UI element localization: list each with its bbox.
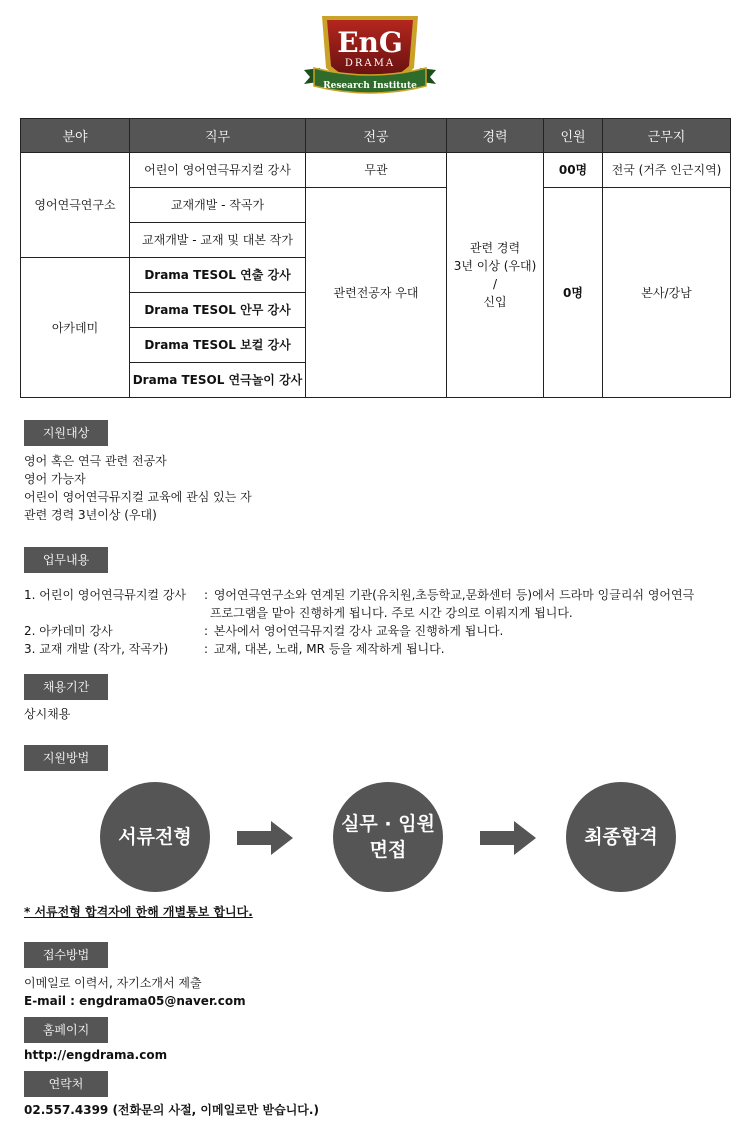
logo-sub-text: DRAMA bbox=[344, 58, 396, 69]
duty-title: 1. 어린이 영어연극뮤지컬 강사 bbox=[24, 588, 186, 602]
homepage-url[interactable]: http://engdrama.com bbox=[24, 1048, 168, 1062]
location-cell: 본사/강남 bbox=[603, 188, 731, 398]
major-cell: 무관 bbox=[306, 153, 447, 188]
job-cell: 교재개발 - 교재 및 대본 작가 bbox=[130, 223, 306, 258]
step-interview bbox=[333, 782, 443, 892]
header-career: 경력 bbox=[447, 119, 544, 153]
homepage-section-label: 홈페이지 bbox=[24, 1017, 108, 1043]
apply-text bbox=[24, 974, 246, 1010]
target-line: 관련 경력 3년이상 (우대) bbox=[24, 508, 157, 522]
contact-text: 02.557.4399 (전화문의 사절, 이메일로만 받습니다.) bbox=[24, 1103, 319, 1117]
arrow-right-icon bbox=[480, 821, 536, 855]
step-document-screening bbox=[100, 782, 210, 892]
duty-title: 3. 교재 개발 (작가, 작곡가) bbox=[24, 642, 169, 656]
target-list bbox=[24, 452, 252, 524]
target-line: 영어 가능자 bbox=[24, 472, 86, 486]
duties-section-label: 업무내용 bbox=[24, 547, 108, 573]
method-section-label: 지원방법 bbox=[24, 745, 108, 771]
duty-item: 1. 어린이 영어연극뮤지컬 강사 : 영어연극연구소와 연계된 기관(유치원,초등학교,문화센터 등)에서 드라마 잉글리쉬 영어연극 bbox=[24, 588, 695, 602]
step-interview-line: 면접 bbox=[369, 839, 407, 861]
job-cell: 교재개발 - 작곡가 bbox=[130, 188, 306, 223]
step-final-pass bbox=[566, 782, 676, 892]
duty-desc-continued: 프로그램을 맡아 진행하게 됩니다. 주로 시간 강의로 이뤄지게 됩니다. bbox=[210, 606, 573, 620]
header-major: 전공 bbox=[306, 119, 447, 153]
job-table bbox=[20, 118, 731, 398]
job-cell: Drama TESOL 안무 강사 bbox=[130, 293, 306, 328]
header-job: 직무 bbox=[130, 119, 306, 153]
period-text: 상시채용 bbox=[24, 707, 71, 721]
duty-desc: 영어연극연구소와 연계된 기관(유치원,초등학교,문화센터 등)에서 드라마 잉글리쉬 영어연극 bbox=[213, 588, 695, 602]
eng-drama-logo bbox=[300, 8, 440, 110]
header-location: 근무지 bbox=[603, 119, 731, 153]
field-academy-cell: 아카데미 bbox=[21, 258, 130, 398]
duty-desc: 교재, 대본, 노래, MR 등을 제작하게 됩니다. bbox=[213, 642, 445, 656]
header-field: 분야 bbox=[21, 119, 130, 153]
arrow-right-icon bbox=[237, 821, 293, 855]
step-document-screening-label: 서류전형 bbox=[118, 826, 192, 848]
career-cell bbox=[447, 153, 544, 398]
field-lab-cell: 영어연극연구소 bbox=[21, 153, 130, 258]
apply-line: 이메일로 이력서, 자기소개서 제출 bbox=[24, 976, 202, 990]
duty-title: 2. 아카데미 강사 bbox=[24, 624, 113, 638]
table-row bbox=[21, 153, 731, 188]
screening-note: * 서류전형 합격자에 한해 개별통보 합니다. bbox=[24, 905, 253, 919]
career-line: / bbox=[492, 277, 498, 291]
table-header-row bbox=[21, 119, 731, 153]
logo-main-text: EnG bbox=[337, 26, 403, 59]
step-final-pass-label: 최종합격 bbox=[584, 826, 658, 848]
duty-item: 3. 교재 개발 (작가, 작곡가) : 교재, 대본, 노래, MR 등을 제작하게 됩니다. bbox=[24, 642, 445, 656]
career-line: 관련 경력 bbox=[469, 241, 521, 255]
job-cell: Drama TESOL 연출 강사 bbox=[130, 258, 306, 293]
career-line: 신입 bbox=[483, 295, 507, 309]
count-cell: 00명 bbox=[544, 153, 603, 188]
period-section-label: 채용기간 bbox=[24, 674, 108, 700]
header-count: 인원 bbox=[544, 119, 603, 153]
job-cell: 어린이 영어연극뮤지컬 강사 bbox=[130, 153, 306, 188]
location-cell: 전국 (거주 인근지역) bbox=[603, 153, 731, 188]
count-cell: 0명 bbox=[544, 188, 603, 398]
job-cell: Drama TESOL 연극놀이 강사 bbox=[130, 363, 306, 398]
duty-item: 2. 아카데미 강사 : 본사에서 영어연극뮤지컬 강사 교육을 진행하게 됩니다. bbox=[24, 624, 504, 638]
major-cell: 관련전공자 우대 bbox=[306, 188, 447, 398]
duty-desc: 본사에서 영어연극뮤지컬 강사 교육을 진행하게 됩니다. bbox=[213, 624, 504, 638]
contact-section-label: 연락처 bbox=[24, 1071, 108, 1097]
career-line: 3년 이상 (우대) bbox=[453, 259, 537, 273]
apply-section-label: 접수방법 bbox=[24, 942, 108, 968]
apply-email: E-mail : engdrama05@naver.com bbox=[24, 994, 246, 1008]
target-line: 어린이 영어연극뮤지컬 교육에 관심 있는 자 bbox=[24, 490, 252, 504]
target-line: 영어 혹은 연극 관련 전공자 bbox=[24, 454, 167, 468]
step-interview-line: 실무 · 임원 bbox=[341, 813, 435, 835]
job-cell: Drama TESOL 보컬 강사 bbox=[130, 328, 306, 363]
logo-banner-text: Research Institute bbox=[323, 81, 417, 91]
target-section-label: 지원대상 bbox=[24, 420, 108, 446]
